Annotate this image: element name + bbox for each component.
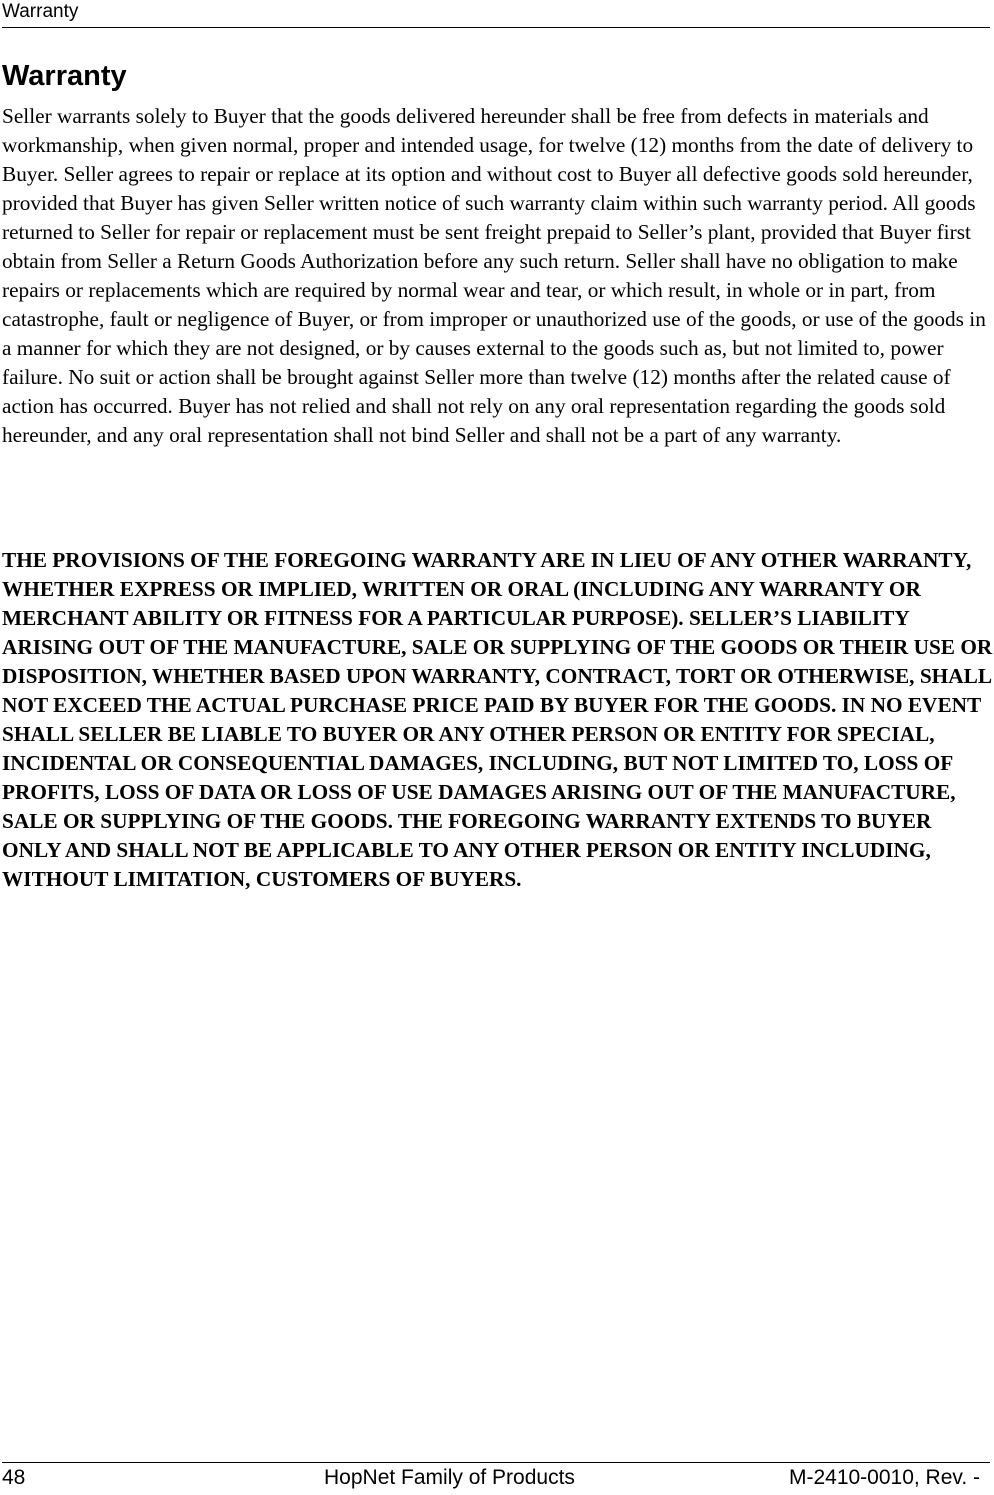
footer-document-id: M-2410-0010, Rev. - xyxy=(788,1466,980,1489)
footer-page-number: 48 xyxy=(2,1466,26,1489)
running-header-title: Warranty xyxy=(2,1,79,22)
running-header xyxy=(2,0,990,28)
warranty-body-paragraph: Seller warrants solely to Buyer that the goods delivered hereunder shall be free from defects in materials and workmanship, when given normal, proper and intended usage, for twelve (12) months from the date of delivery to Buyer. Seller agrees to repair or replace at its option and without cost to Buyer all defective goods sold hereunder, provided that Buyer has given Seller written notice of such warranty claim within such warranty period. All goods returned to Seller for repair or replacement must be sent freight prepaid to Seller’s plant, provided that Buyer first obtain from Seller a Return Goods Authorization before any such return. Seller shall have no obligation to make repairs or replacements which are required by normal wear and tear, or which result, in whole or in part, from catastrophe, fault or negligence of Buyer, or from improper or unauthorized use of the goods, or use of the goods in a manner for which they are not designed, or by causes external to the goods such as, but not limited to, power failure. No suit or action shall be brought against Seller more than twelve (12) months after the related cause of action has occurred. Buyer has not relied and shall not rely on any oral representation regarding the goods sold hereunder, and any oral representation shall not bind Seller and shall not be a part of any warranty. xyxy=(2,104,986,447)
warranty-disclaimer-paragraph: THE PROVISIONS OF THE FOREGOING WARRANTY ARE IN LIEU OF ANY OTHER WARRANTY, WHETHER EXPRESS OR IMPLIED, WRITTEN OR ORAL (INCLUDING ANY WARRANTY OR MERCHANT ABILITY OR FITNESS FOR A PARTICULAR PURPOSE). SELLER’S LIABILITY ARISING OUT OF THE MANUFACTURE, SALE OR SUPPLYING OF THE GOODS OR THEIR USE OR DISPOSITION, WHETHER BASED UPON WARRANTY, CONTRACT, TORT OR OTHERWISE, SHALL NOT EXCEED THE ACTUAL PURCHASE PRICE PAID BY BUYER FOR THE GOODS. IN NO EVENT SHALL SELLER BE LIABLE TO BUYER OR ANY OTHER PERSON OR ENTITY FOR SPECIAL, INCIDENTAL OR CONSEQUENTIAL DAMAGES, INCLUDING, BUT NOT LIMITED TO, LOSS OF PROFITS, LOSS OF DATA OR LOSS OF USE DAMAGES ARISING OUT OF THE MANUFACTURE, SALE OR SUPPLYING OF THE GOODS. THE FOREGOING WARRANTY EXTENDS TO BUYER ONLY AND SHALL NOT BE APPLICABLE TO ANY OTHER PERSON OR ENTITY INCLUDING, WITHOUT LIMITATION, CUSTOMERS OF BUYERS. xyxy=(2,548,993,891)
section-title: Warranty xyxy=(2,60,127,92)
running-footer xyxy=(2,1462,990,1495)
footer-product-line: HopNet Family of Products xyxy=(324,1466,575,1489)
